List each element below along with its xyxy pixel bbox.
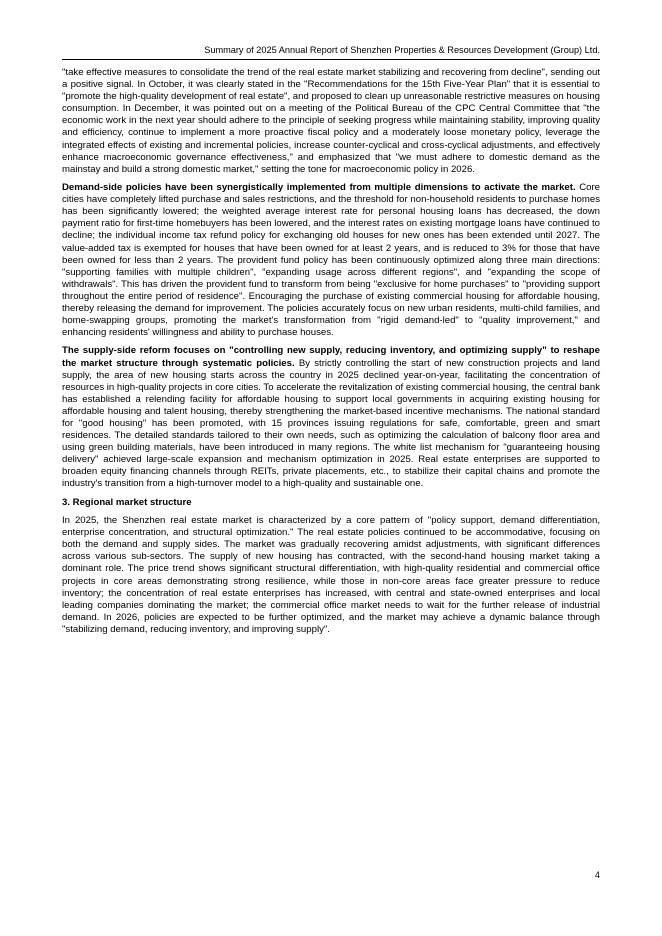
document-body xyxy=(62,67,600,642)
paragraph-lead-supply-side: The supply-side reform focuses on "controlling new supply, reducing inventory, and optimizing supply" to reshape the market structure through systematic policies. xyxy=(62,345,600,369)
section-heading-regional-market: 3. Regional market structure xyxy=(62,496,192,508)
running-header: Summary of 2025 Annual Report of Shenzhen Properties & Resources Development (Group) Ltd. xyxy=(204,45,600,55)
paragraph-text-demand-side: Core cities have completely lifted purchase and sales restrictions, and the threshold for non-household residents to purchase homes has been significantly lowered; the weighted average interest rate for personal housing loans has decreased, the down payment ratio for first-time homebuyers has been lowered, and the interest rates on existing mortgage loans have continued to decline; the individual income tax refund policy for exchanging old houses for new ones has been extended until 2027. The value-added tax is exempted for houses that have been owned for at least 2 years, and is reduced to 3% for those that have been owned for less than 2 years. The provident fund policy has been continuously optimized along three main directions: "supporting families with multiple children", "expanding usage across different regions", and "expanding the scope of withdrawals". This has driven the provident fund to transform from being "exclusive for home purchases" to "providing support throughout the entire period of residence". Encouraging the purchase of existing commercial housing for affordable housing, thereby releasing the demand for improvement. The policies accurately focus on new urban residents, multi-child families, and home-swapping groups, promoting the market's transformation from "rigid demand-led" to "quality improvement," and enhancing residents' willingness and ability to purchase houses. xyxy=(62,182,600,339)
paragraph-demand-side xyxy=(62,182,600,339)
paragraph-macro-policy: "take effective measures to consolidate the trend of the real estate market stabilizing and recovering from decline", sending out a positive signal. In October, it was clearly stated in the "Recommendations for the 15th Five-Year Plan" that it is essential to "promote the high-quality development of real estate", and proposed to clean up unreasonable restrictive measures on housing consumption. In December, it was pointed out on a meeting of the Political Bureau of the CPC Central Committee that "the economic work in the next year should adhere to the principle of seeking progress while maintaining stability, improving quality and efficiency, continue to implement a more proactive fiscal policy and a moderately loose monetary policy, leverage the integrated effects of existing and incremental policies, increase counter-cyclical and cross-cyclical adjustments, and effectively enhance macroeconomic governance effectiveness," and emphasized that "we must adhere to domestic demand as the mainstay and build a strong domestic market," setting the tone for macroeconomic policy in 2026. xyxy=(62,67,600,175)
paragraph-text-supply-side: By strictly controlling the start of new construction projects and land supply, the area of new housing starts across the country in 2025 declined year-on-year, facilitating the concentration of resources in high-quality projects in core cities. To accelerate the revitalization of existing commercial housing, the central bank has established a relending facility for affordable housing to support local governments in acquiring existing housing for affordable housing and talent housing, thereby strengthening the market-based incentive mechanisms. The national standard for "good housing" has been promoted, with 15 provinces issuing regulations for safe, comfortable, green and smart residences. The detailed standards tailored to their own needs, such as optimizing the calculation of balcony floor area and using green building materials, have been introduced in many regions. The white list mechanism for "guaranteeing housing delivery" achieved large-scale expansion and mechanism optimization in 2025. Real estate enterprises are supported to broaden equity financing channels through REITs, private placements, etc., to stabilize their capital chains and promote the industry's transition from a high-turnover model to a high-quality and sustainable one. xyxy=(62,357,600,490)
header-divider xyxy=(62,59,600,60)
paragraph-lead-demand-side: Demand-side policies have been synergistically implemented from multiple dimensions to activate the market. xyxy=(62,182,576,194)
paragraph-shenzhen-market: In 2025, the Shenzhen real estate market is characterized by a core pattern of "policy support, demand differentiation, enterprise concentration, and structural optimization." The real estate policies continued to be accommodative, focusing on both the demand and supply sides. The market was gradually recovering amidst adjustments, with significant differences across various sub-sectors. The supply of new housing has contracted, with the second-hand housing market taking a dominant role. The price trend shows significant structural differentiation, with high-quality residential and commercial office projects in core areas demonstrating strong resilience, while those in non-core areas face greater pressure to reduce inventory; the concentration of real estate enterprises has increased, with central and state-owned enterprises and local leading companies dominating the market; the commercial office market needs to wait for the further release of industrial demand. In 2026, policies are expected to be further optimized, and the market may achieve a dynamic balance through "stabilizing demand, reducing inventory, and improving supply". xyxy=(62,515,600,635)
paragraph-supply-side xyxy=(62,345,600,490)
page-number: 4 xyxy=(594,870,600,880)
